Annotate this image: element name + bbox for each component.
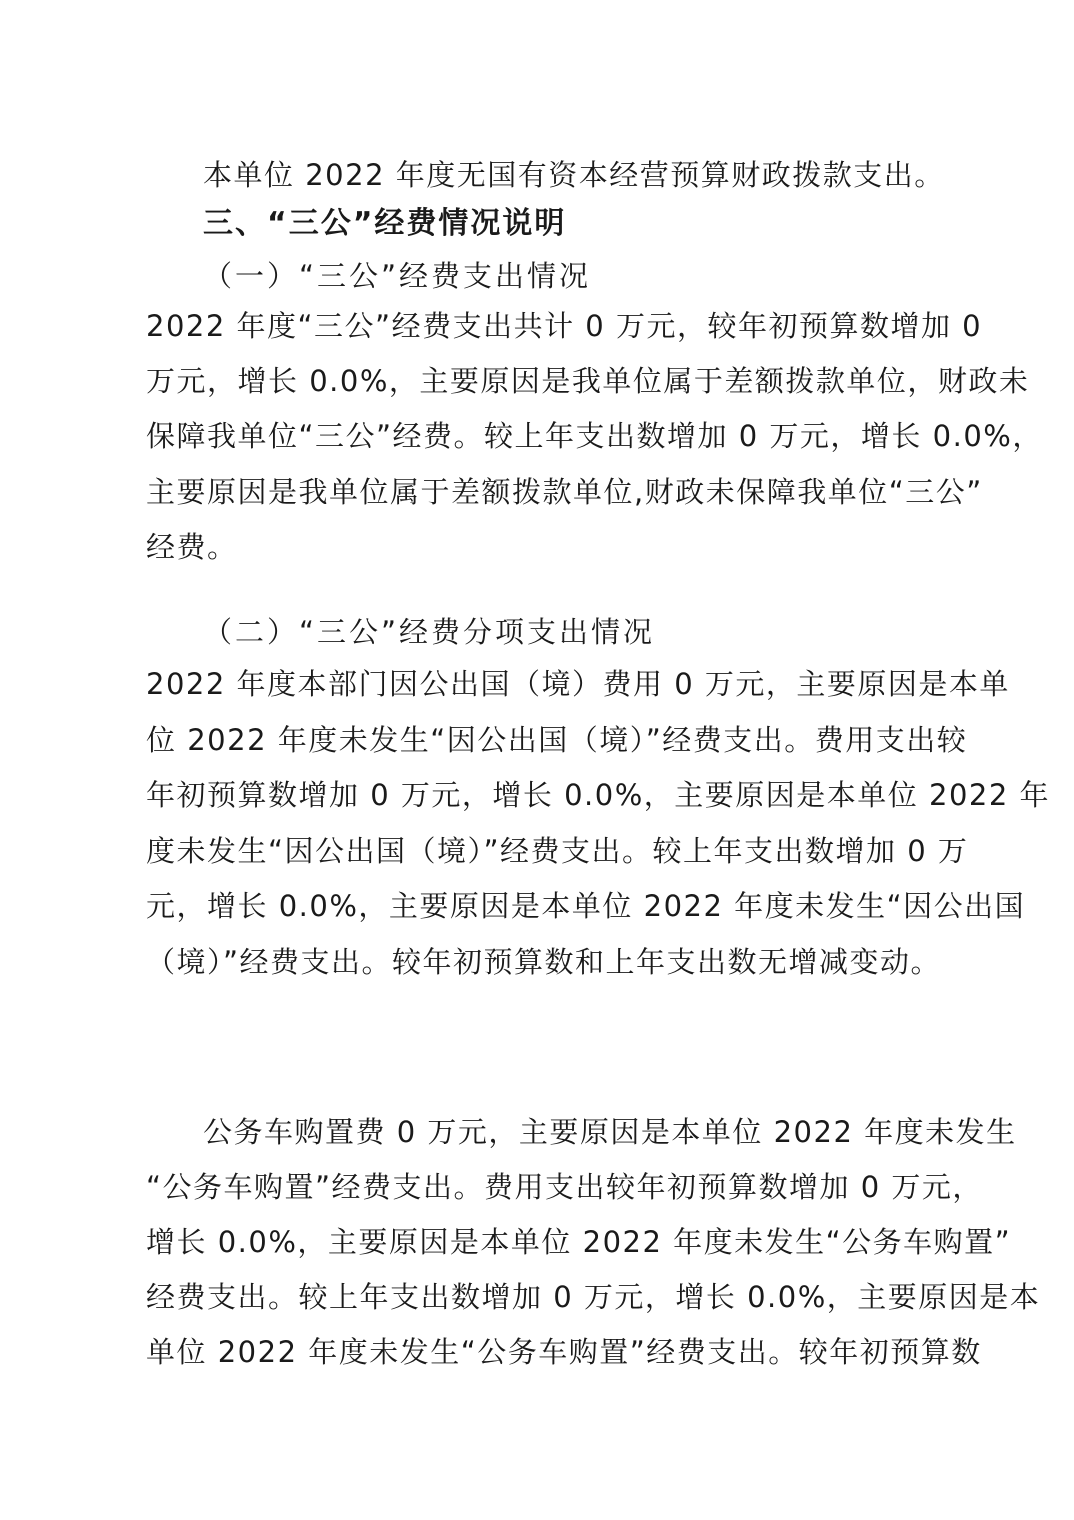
text-line: 万元，增长 0.0%，主要原因是我单位属于差额拨款单位，财政未 (146, 364, 1030, 398)
text-line: 主要原因是我单位属于差额拨款单位,财政未保障我单位“三公” (146, 475, 983, 509)
text-line: （境）”经费支出。较年初预算数和上年支出数无增减变动。 (146, 945, 942, 979)
text-line: 单位 2022 年度未发生“公务车购置”经费支出。较年初预算数 (146, 1335, 982, 1369)
subsection-heading: （一）“三公”经费支出情况 (203, 259, 592, 293)
text-line: 经费支出。较上年支出数增加 0 万元，增长 0.0%，主要原因是本 (146, 1280, 1041, 1314)
text-line: 元，增长 0.0%，主要原因是本单位 2022 年度未发生“因公出国 (146, 889, 1026, 923)
text-line: 保障我单位“三公”经费。较上年支出数增加 0 万元，增长 0.0%， (146, 419, 1043, 453)
text-line: 经费。 (146, 530, 238, 564)
subsection-heading: （二）“三公”经费分项支出情况 (203, 615, 656, 649)
text-line: 本单位 2022 年度无国有资本经营预算财政拨款支出。 (203, 158, 945, 192)
text-line: “公务车购置”经费支出。费用支出较年初预算数增加 0 万元， (146, 1170, 983, 1204)
text-line: 公务车购置费 0 万元，主要原因是本单位 2022 年度未发生 (203, 1115, 1017, 1149)
text-line: 位 2022 年度未发生“因公出国（境）”经费支出。费用支出较 (146, 723, 968, 757)
section-heading: 三、“三公”经费情况说明 (203, 206, 567, 241)
text-line: 2022 年度本部门因公出国（境）费用 0 万元，主要原因是本单 (146, 667, 1010, 701)
text-line: 增长 0.0%，主要原因是本单位 2022 年度未发生“公务车购置” (146, 1225, 1012, 1259)
text-line: 2022 年度“三公”经费支出共计 0 万元，较年初预算数增加 0 (146, 309, 983, 343)
text-line: 度未发生“因公出国（境）”经费支出。较上年支出数增加 0 万 (146, 834, 969, 868)
text-line: 年初预算数增加 0 万元，增长 0.0%，主要原因是本单位 2022 年 (146, 778, 1051, 812)
